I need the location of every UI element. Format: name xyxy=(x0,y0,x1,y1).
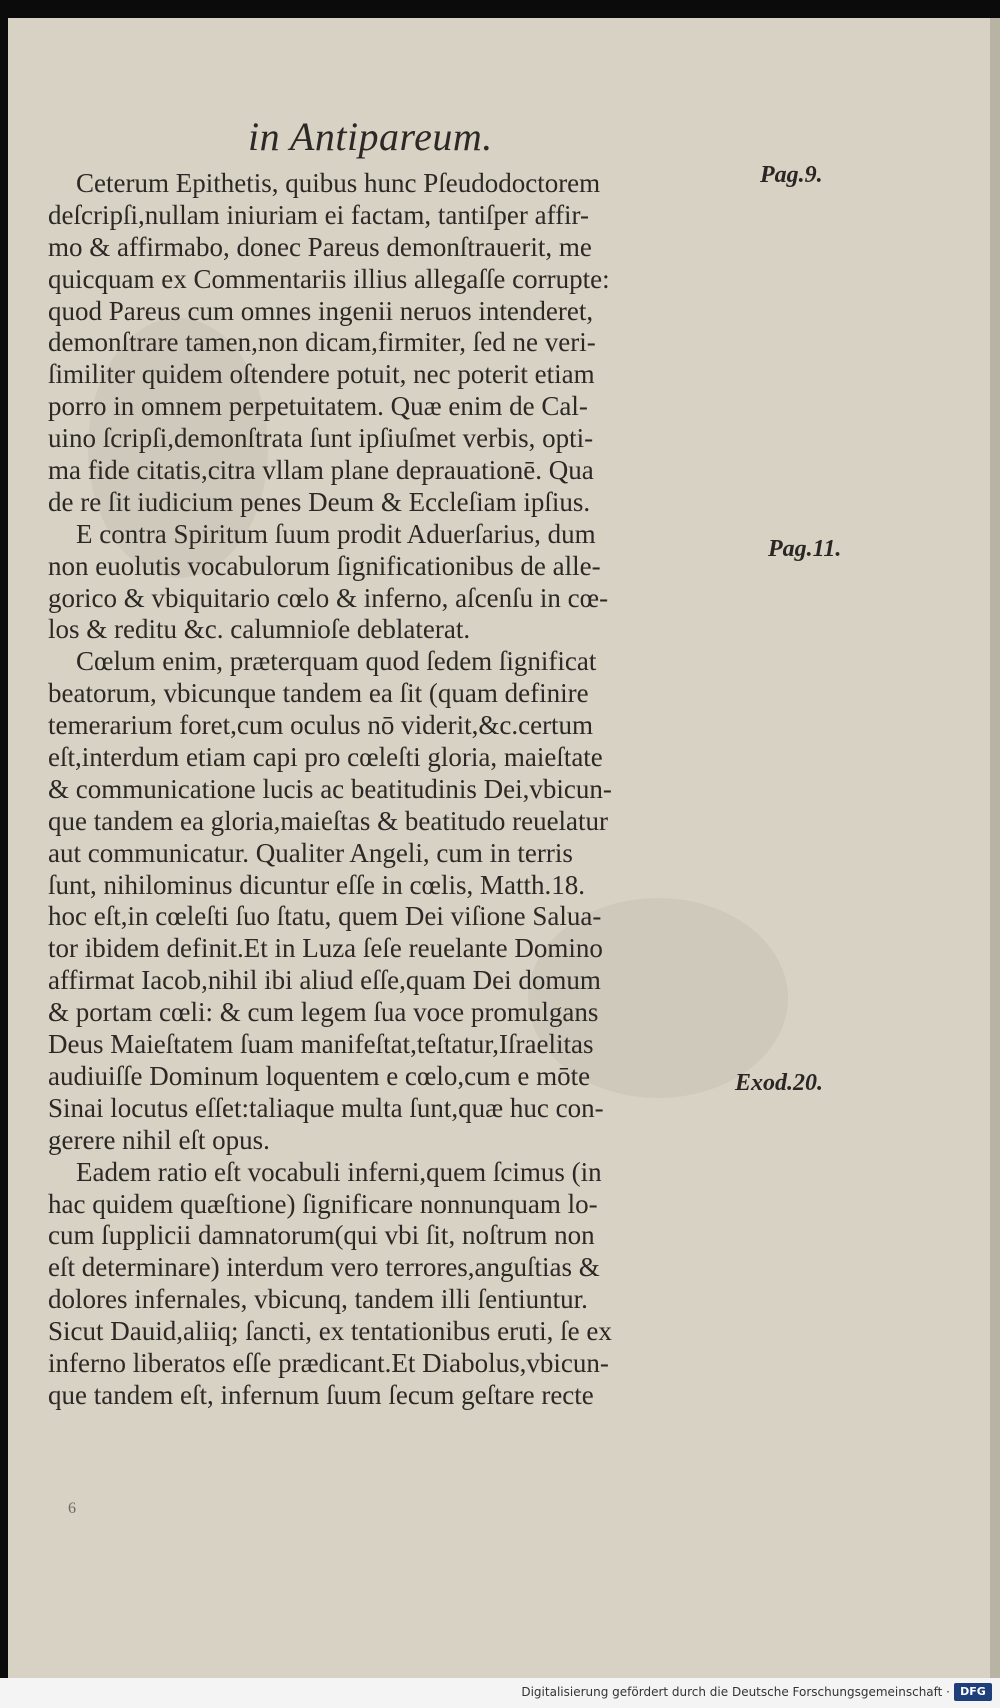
text-line: non euolutis vocabulorum ſignificationibus de alle- xyxy=(48,550,601,581)
text-line: Cœlum enim, præterquam quod ſedem ſignificat xyxy=(76,646,597,677)
text-line: demonſtrare tamen,non dicam,firmiter, ſed ne veri- xyxy=(48,327,596,358)
text-line: eſt,interdum etiam capi pro cœleſti gloria, maieſtate xyxy=(48,742,603,773)
text-line: deſcripſi,nullam iniuriam ei factam, tantiſper affir- xyxy=(48,199,590,230)
text-line: Deus Maieſtatem ſuam manifeſtat,teſtatur,Iſraelitas xyxy=(48,1029,594,1060)
text-line: temerarium foret,cum oculus nō viderit,&c.certum xyxy=(48,710,594,741)
text-line: quicquam ex Commentariis illius allegaſſe corrupte: xyxy=(48,263,610,294)
text-line: hoc eſt,in cœleſti ſuo ſtatu, quem Dei viſione Salua- xyxy=(48,901,602,932)
text-line: los & reditu &c. calumnioſe deblaterat. xyxy=(48,614,471,645)
text-line: E contra Spiritum ſuum prodit Aduerſarius, dum xyxy=(76,518,596,549)
text-line: de re ſit iudicium penes Deum & Eccleſiam ipſius. xyxy=(48,486,591,517)
text-line: eſt determinare) interdum vero terrores,anguſtias & xyxy=(48,1252,600,1283)
text-line: Sinai locutus eſſet:taliaque multa ſunt,quæ huc con- xyxy=(48,1092,604,1123)
text-line: uino ſcripſi,demonſtrata ſunt ipſiuſmet verbis, opti- xyxy=(48,423,594,454)
margin-note: Pag.11. xyxy=(768,536,842,562)
funding-credit: Digitalisierung gefördert durch die Deutsche Forschungsgemeinschaft · xyxy=(521,1685,950,1699)
dfg-logo-icon: DFG xyxy=(954,1683,992,1701)
margin-note: Pag.9. xyxy=(760,162,823,188)
text-line: ſunt, nihilominus dicuntur eſſe in cœlis, Matth.18. xyxy=(48,869,585,900)
text-line: beatorum, vbicunque tandem ea ſit (quam definire xyxy=(48,678,589,709)
text-line: porro in omnem perpetuitatem. Quæ enim de Cal- xyxy=(48,391,588,422)
text-line: hac quidem quæſtione) ſignificare nonnunquam lo- xyxy=(48,1188,598,1219)
text-line: audiuiſſe Dominum loquentem e cœlo,cum e mōte xyxy=(48,1060,591,1091)
text-line: quod Pareus cum omnes ingenii neruos intenderet, xyxy=(48,295,594,326)
folio-mark: 6 xyxy=(68,1500,76,1517)
text-line: dolores infernales, vbicunq, tandem illi ſentiuntur. xyxy=(48,1284,588,1315)
text-line: & portam cœli: & cum legem ſua voce promulgans xyxy=(48,997,599,1028)
text-line: Sicut Dauid,aliiq; ſancti, ex tentationibus eruti, ſe ex xyxy=(48,1316,612,1347)
text-line: aut communicatur. Qualiter Angeli, cum in terris xyxy=(48,837,573,868)
footer-bar xyxy=(0,1678,1000,1708)
running-head: in Antipareum. xyxy=(248,114,493,159)
margin-note: Exod.20. xyxy=(735,1070,824,1096)
text-line: tor ibidem definit.Et in Luza ſeſe reuelante Domino xyxy=(48,933,603,964)
text-line: cum ſupplicii damnatorum(qui vbi ſit, noſtrum non xyxy=(48,1220,595,1251)
body-text xyxy=(48,168,738,1412)
text-line: mo & affirmabo, donec Pareus demonſtrauerit, me xyxy=(48,231,592,262)
book-page xyxy=(8,18,1000,1678)
text-line: inferno liberatos eſſe prædicant.Et Diabolus,vbicun- xyxy=(48,1347,609,1378)
text-line: ſimiliter quidem oſtendere potuit, nec poterit etiam xyxy=(48,359,595,390)
text-line: gorico & vbiquitario cœlo & inferno, aſcenſu in cœ- xyxy=(48,582,609,613)
text-line: gerere nihil eſt opus. xyxy=(48,1124,270,1155)
text-line: & communicatione lucis ac beatitudinis Dei,vbicun- xyxy=(48,773,612,804)
text-line: Ceterum Epithetis, quibus hunc Pſeudodoctorem xyxy=(76,168,601,198)
text-line: affirmat Iacob,nihil ibi aliud eſſe,quam Dei domum xyxy=(48,965,601,996)
text-line: que tandem eſt, infernum ſuum ſecum geſtare recte xyxy=(48,1379,594,1410)
text-line: Eadem ratio eſt vocabuli inferni,quem ſcimus (in xyxy=(76,1156,602,1187)
text-line: que tandem ea gloria,maieſtas & beatitudo reuelatur xyxy=(48,805,609,836)
text-line: ma fide citatis,citra vllam plane deprauationē. Qua xyxy=(48,455,594,486)
